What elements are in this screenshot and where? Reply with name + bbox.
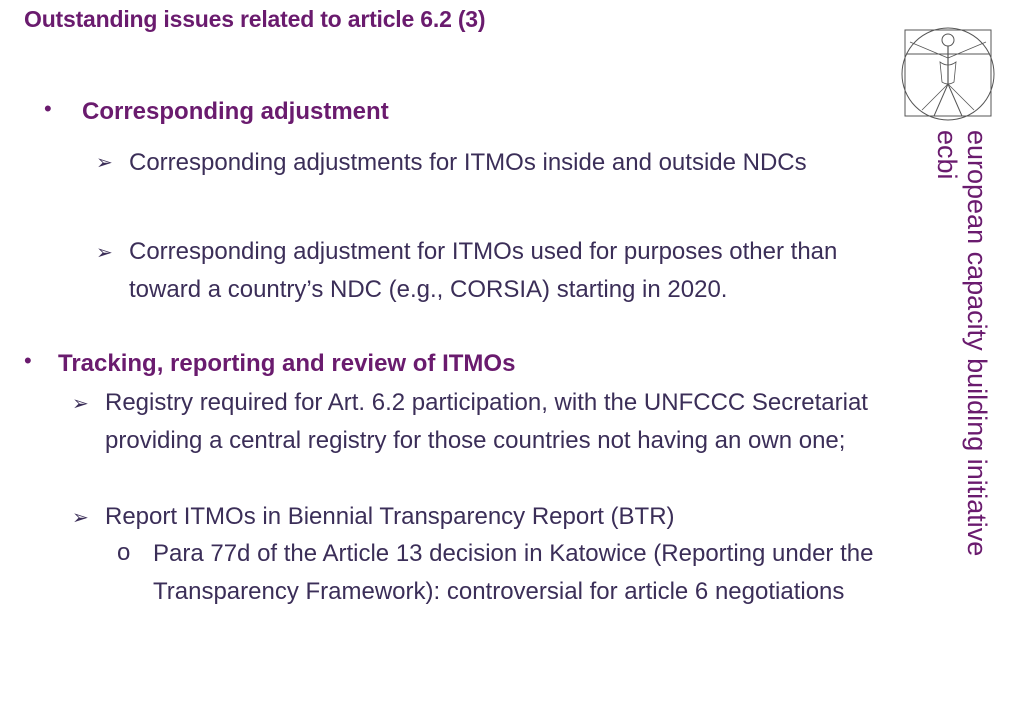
side-label-line2: ecbi [932,130,962,180]
side-label-text [932,130,992,556]
circle-bullet: o [117,539,131,566]
list-item: Corresponding adjustment for ITMOs used for purposes other than toward a country’s NDC (e.g., CORSIA) starting in 2020. [129,238,838,303]
list-item: Registry required for Art. 6.2 participation, with the UNFCCC Secretariat providing a central registry for those countries not having an own one; [105,389,868,454]
sub-list-item: Para 77d of the Article 13 decision in Katowice (Reporting under the Transparency Framework): controversial for article 6 negotiations [153,540,874,605]
list-item: Report ITMOs in Biennial Transparency Report (BTR) [105,503,675,530]
arrow-bullet-icon: ➢ [96,152,113,174]
page-title: Outstanding issues related to article 6.2 (3) [24,6,486,32]
arrow-bullet-icon: ➢ [96,242,113,264]
side-label [912,130,992,650]
vitruvian-man-logo [900,22,1000,122]
section-heading-corresponding-adjustment: Corresponding adjustment [82,98,389,125]
side-label-line1: european capacity building initiative [962,130,992,557]
arrow-bullet-icon: ➢ [72,393,89,415]
bullet-dot: • [24,348,32,373]
arrow-bullet-icon: ➢ [72,507,89,529]
bullet-dot: • [44,96,52,121]
section-heading-tracking: Tracking, reporting and review of ITMOs [58,350,516,377]
list-item: Corresponding adjustments for ITMOs inside and outside NDCs [129,149,807,176]
